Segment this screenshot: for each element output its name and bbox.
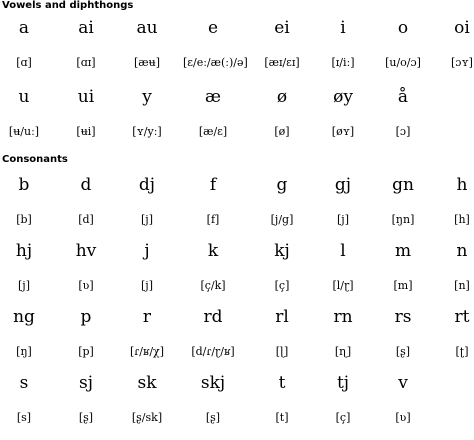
consonants-ipa-row — [0, 278, 474, 308]
vowels-heading: Vowels and diphthongs — [2, 0, 134, 11]
vowels-ipa-row — [0, 55, 474, 85]
letter-cell: f — [209, 175, 217, 195]
letter-cell: rd — [203, 307, 223, 327]
ipa-cell: [ʂ] — [395, 345, 411, 358]
letter-cell: ei — [274, 18, 290, 38]
vowels-ipa-row — [0, 124, 474, 154]
ipa-cell: [ʋ] — [78, 279, 94, 292]
letter-cell: hj — [15, 241, 33, 261]
ipa-cell: [m] — [393, 279, 413, 292]
letter-cell: g — [276, 175, 288, 195]
letter-cell: u — [18, 87, 30, 107]
letter-cell: skj — [200, 373, 226, 393]
consonants-ipa-row — [0, 344, 474, 374]
ipa-cell: [øʏ] — [331, 125, 355, 138]
letter-cell: y — [142, 87, 152, 107]
letter-cell: ai — [78, 18, 94, 38]
letter-cell: sk — [137, 373, 157, 393]
vowels-letter-row — [0, 86, 474, 116]
ipa-cell: [ø] — [274, 125, 290, 138]
letter-cell: t — [278, 373, 286, 393]
consonants-letter-row — [0, 240, 474, 270]
letter-cell: rn — [333, 307, 353, 327]
ipa-cell: [ɛ/eː/æ(ː)/ə] — [183, 56, 248, 69]
letter-cell: l — [340, 241, 346, 261]
letter-cell: d — [80, 175, 92, 195]
ipa-cell: [ɑɪ] — [76, 56, 96, 69]
ipa-cell: [j] — [337, 213, 349, 226]
ipa-cell: [ŋn] — [391, 213, 415, 226]
ipa-cell: [ʉ/uː] — [8, 125, 40, 138]
ipa-cell: [ʂ/sk] — [131, 411, 163, 424]
letter-cell: gj — [334, 175, 352, 195]
ipa-cell: [p] — [78, 345, 94, 358]
ipa-cell: [l/ɽ] — [332, 279, 354, 292]
letter-cell: v — [398, 373, 408, 393]
letter-cell: a — [18, 18, 30, 38]
letter-cell: å — [397, 87, 409, 107]
letter-cell: ø — [276, 87, 288, 107]
letter-cell: s — [19, 373, 29, 393]
ipa-cell: [ɔ] — [395, 125, 411, 138]
letter-cell: dj — [138, 175, 156, 195]
letter-cell: b — [18, 175, 30, 195]
letter-cell: h — [456, 175, 468, 195]
ipa-cell: [ɳ] — [334, 345, 352, 358]
ipa-cell: [ʈ] — [455, 345, 469, 358]
letter-cell: m — [394, 241, 412, 261]
ipa-cell: [s] — [16, 411, 32, 424]
ipa-cell: [ç/k] — [200, 279, 226, 292]
consonants-ipa-row — [0, 212, 474, 242]
ipa-cell: [t] — [275, 411, 289, 424]
letter-cell: ng — [13, 307, 35, 327]
ipa-cell: [ʉi] — [76, 125, 96, 138]
letter-cell: hv — [75, 241, 97, 261]
letter-cell: r — [142, 307, 152, 327]
consonants-letter-row — [0, 174, 474, 204]
ipa-cell: [ç] — [335, 411, 351, 424]
letter-cell: rl — [275, 307, 289, 327]
letter-cell: sj — [79, 373, 93, 393]
letter-cell: æ — [205, 87, 221, 107]
vowels-letter-row — [0, 17, 474, 47]
consonants-heading: Consonants — [2, 154, 68, 165]
ipa-cell: [ʋ] — [395, 411, 411, 424]
ipa-cell: [j] — [18, 279, 30, 292]
letter-cell: rs — [394, 307, 412, 327]
ipa-cell: [ʂ] — [205, 411, 221, 424]
letter-cell: k — [207, 241, 219, 261]
ipa-cell: [j] — [141, 279, 153, 292]
ipa-cell: [d/ɾ/ɽ/ʁ] — [191, 345, 235, 358]
ipa-cell: [h] — [454, 213, 470, 226]
consonants-letter-row — [0, 306, 474, 336]
ipa-cell: [ɾ/ʁ/χ] — [129, 345, 165, 358]
ipa-cell: [j/g] — [270, 213, 294, 226]
ipa-cell: [b] — [16, 213, 32, 226]
ipa-cell: [ç] — [274, 279, 290, 292]
letter-cell: o — [397, 18, 409, 38]
letter-cell: kj — [274, 241, 290, 261]
letter-cell: rt — [454, 307, 470, 327]
letter-cell: oi — [454, 18, 470, 38]
ipa-cell: [æɪ/ɛɪ] — [264, 56, 300, 69]
letter-cell: gn — [392, 175, 414, 195]
ipa-cell: [u/o/ɔ] — [385, 56, 421, 69]
ipa-cell: [ɑ] — [16, 56, 32, 69]
ipa-cell: [ʏ/yː] — [132, 125, 162, 138]
letter-cell: p — [80, 307, 92, 327]
ipa-cell: [ɭ] — [275, 345, 289, 358]
ipa-cell: [æʉ] — [133, 56, 160, 69]
ipa-cell: [d] — [78, 213, 94, 226]
ipa-cell: [f] — [206, 213, 220, 226]
letter-cell: e — [207, 18, 219, 38]
ipa-cell: [ʂ] — [78, 411, 94, 424]
letter-cell: n — [456, 241, 468, 261]
letter-cell: øy — [333, 87, 353, 107]
ipa-cell: [j] — [141, 213, 153, 226]
ipa-cell: [ɔʏ] — [451, 56, 473, 69]
consonants-ipa-row — [0, 410, 474, 440]
letter-cell: j — [144, 241, 150, 261]
letter-cell: tj — [336, 373, 350, 393]
letter-cell: ui — [77, 87, 95, 107]
letter-cell: au — [136, 18, 158, 38]
consonants-letter-row — [0, 372, 474, 402]
ipa-cell: [ŋ] — [16, 345, 32, 358]
letter-cell: i — [340, 18, 346, 38]
ipa-cell: [ɪ/iː] — [331, 56, 355, 69]
ipa-cell: [æ/ɛ] — [198, 125, 228, 138]
ipa-cell: [n] — [454, 279, 470, 292]
